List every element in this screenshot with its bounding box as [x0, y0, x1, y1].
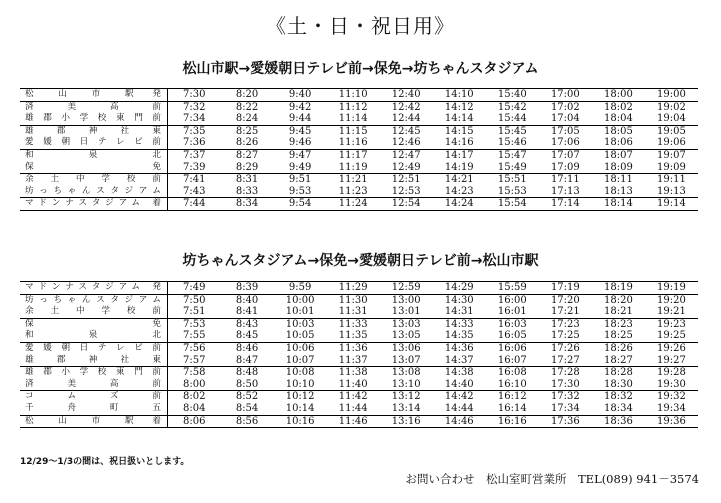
stop-name: 余 土 中 学 校 前: [20, 174, 168, 186]
departure-time: 7:49: [183, 282, 206, 293]
departure-time: 11:29: [338, 282, 368, 293]
departure-time: 12:47: [380, 149, 433, 161]
departure-time: 19:27: [657, 354, 686, 366]
departure-time: 15:54: [486, 198, 539, 211]
page-title: 《土・日・祝日用》: [266, 14, 455, 38]
departure-time: 14:30: [433, 294, 486, 306]
timetable-row: [20, 186, 698, 198]
departure-time: 7:58: [168, 367, 221, 379]
departure-time: 9:53: [288, 185, 312, 197]
timetable-row: [20, 391, 698, 403]
departure-time: 18:36: [592, 415, 645, 428]
departure-time: 19:36: [645, 415, 698, 428]
departure-time: 17:26: [539, 342, 592, 354]
timetable-row: [20, 355, 698, 367]
departure-time: 8:41: [235, 306, 259, 318]
departure-time: 18:11: [592, 174, 645, 186]
departure-time: 12:40: [391, 89, 421, 100]
departure-time: 12:44: [391, 113, 421, 125]
departure-time: 9:42: [274, 101, 327, 113]
departure-time: 11:33: [327, 318, 380, 330]
stop-name: マドンナスタジアム 発: [20, 282, 168, 295]
departure-time: 13:06: [380, 342, 433, 354]
departure-time: 10:01: [285, 306, 315, 318]
departure-time: 19:11: [645, 174, 698, 186]
departure-time: 8:06: [168, 415, 221, 428]
departure-time: 10:05: [285, 330, 315, 342]
departure-time: 7:35: [168, 125, 221, 137]
departure-time: 16:07: [497, 354, 527, 366]
departure-time: 8:43: [221, 318, 274, 330]
departure-time: 17:14: [539, 198, 592, 211]
departure-time: 14:29: [444, 282, 474, 293]
departure-time: 17:32: [539, 391, 592, 403]
departure-time: 12:49: [391, 161, 421, 173]
timetable-row: [20, 415, 698, 428]
departure-time: 14:42: [433, 391, 486, 403]
departure-time: 18:09: [603, 161, 633, 173]
departure-time: 15:42: [486, 101, 539, 113]
timetable-row: [20, 149, 698, 161]
stop-name: 愛媛朝日テレビ前: [20, 342, 168, 354]
departure-time: 11:35: [338, 330, 368, 342]
departure-time: 18:34: [603, 402, 633, 414]
departure-time: 7:53: [168, 318, 221, 330]
departure-time: 16:12: [486, 391, 539, 403]
departure-time: 9:46: [288, 137, 312, 149]
stop-name: 千 舟 町 五: [20, 403, 168, 415]
departure-time: 19:34: [657, 402, 686, 414]
departure-time: 18:30: [603, 378, 633, 390]
departure-time: 18:14: [592, 198, 645, 211]
departure-time: 9:45: [274, 125, 327, 137]
departure-time: 15:53: [497, 185, 527, 197]
departure-time: 18:27: [603, 354, 633, 366]
stop-name: 済 美 高 前: [20, 101, 168, 113]
stop-name: マドンナスタジアム 着: [20, 198, 168, 211]
outbound-timetable: [20, 88, 698, 211]
departure-time: 17:00: [550, 89, 580, 100]
departure-time: 8:22: [221, 101, 274, 113]
departure-time: 8:27: [221, 149, 274, 161]
departure-time: 9:49: [288, 161, 312, 173]
departure-time: 10:06: [274, 342, 327, 354]
departure-time: 17:36: [539, 415, 592, 428]
stop-name: 保 免: [20, 162, 168, 174]
departure-time: 17:25: [550, 330, 580, 342]
departure-time: 13:05: [391, 330, 421, 342]
timetable-row: [20, 342, 698, 354]
departure-time: 10:12: [274, 391, 327, 403]
timetable-row: [20, 162, 698, 174]
departure-time: 19:20: [645, 294, 698, 306]
departure-time: 11:14: [338, 113, 368, 125]
departure-time: 18:02: [592, 101, 645, 113]
departure-time: 8:31: [221, 174, 274, 186]
departure-time: 11:42: [327, 391, 380, 403]
departure-time: 17:19: [550, 282, 580, 293]
departure-time: 13:01: [391, 306, 421, 318]
departure-time: 15:44: [497, 113, 527, 125]
departure-time: 7:32: [168, 101, 221, 113]
departure-time: 15:45: [486, 125, 539, 137]
departure-time: 9:59: [288, 282, 312, 293]
departure-time: 8:33: [235, 185, 259, 197]
departure-time: 19:30: [657, 378, 686, 390]
departure-time: 8:29: [235, 161, 259, 173]
timetable-row: [20, 403, 698, 415]
departure-time: 11:17: [327, 149, 380, 161]
departure-time: 7:30: [183, 89, 206, 100]
departure-time: 16:01: [497, 306, 527, 318]
departure-time: 16:00: [486, 294, 539, 306]
timetable-row: [20, 282, 698, 295]
timetable-row: [20, 198, 698, 211]
departure-time: 12:59: [391, 282, 421, 293]
departure-time: 19:14: [645, 198, 698, 211]
departure-time: 14:40: [444, 378, 474, 390]
stop-name: 坊っちゃんスタジアム: [20, 186, 168, 198]
departure-time: 12:45: [380, 125, 433, 137]
departure-time: 14:12: [433, 101, 486, 113]
stop-name: コ ム ズ 前: [20, 391, 168, 403]
departure-time: 13:12: [380, 391, 433, 403]
departure-time: 7:39: [183, 161, 206, 173]
stop-name: 済 美 高 前: [20, 379, 168, 391]
departure-time: 11:12: [327, 101, 380, 113]
departure-time: 12:51: [380, 174, 433, 186]
departure-time: 7:34: [183, 113, 206, 125]
stop-name: 和 泉 北: [20, 149, 168, 161]
stop-name: 松 山 市 駅 着: [20, 415, 168, 428]
departure-time: 7:50: [168, 294, 221, 306]
timetable-row: [20, 113, 698, 125]
timetable-row: [20, 101, 698, 113]
departure-time: 8:04: [183, 402, 206, 414]
departure-time: 14:17: [433, 149, 486, 161]
departure-time: 8:39: [235, 282, 259, 293]
departure-time: 17:04: [550, 113, 580, 125]
departure-time: 17:28: [539, 367, 592, 379]
departure-time: 8:24: [235, 113, 259, 125]
timetable-row: [20, 125, 698, 137]
departure-time: 17:21: [550, 306, 580, 318]
departure-time: 18:00: [603, 89, 633, 100]
departure-time: 8:48: [221, 367, 274, 379]
departure-time: 17:20: [539, 294, 592, 306]
stop-name: 雄 郡 神 社 東: [20, 355, 168, 367]
departure-time: 18:28: [592, 367, 645, 379]
departure-time: 16:14: [497, 402, 527, 414]
stop-name: 余 土 中 学 校 前: [20, 306, 168, 318]
outbound-route-title: 松山市駅→愛媛朝日テレビ前→保免→坊ちゃんスタジアム: [182, 61, 539, 77]
departure-time: 7:55: [183, 330, 206, 342]
departure-time: 11:46: [327, 415, 380, 428]
departure-time: 8:54: [235, 402, 259, 414]
departure-time: 9:44: [288, 113, 312, 125]
inbound-route-title: 坊ちゃんスタジアム→保免→愛媛朝日テレビ前→松山市駅: [182, 253, 539, 269]
departure-time: 16:03: [486, 318, 539, 330]
departure-time: 17:23: [539, 318, 592, 330]
departure-time: 18:07: [592, 149, 645, 161]
departure-time: 14:38: [433, 367, 486, 379]
departure-time: 12:54: [380, 198, 433, 211]
departure-time: 14:36: [433, 342, 486, 354]
stop-name: 和 泉 北: [20, 330, 168, 342]
departure-time: 11:44: [338, 402, 368, 414]
timetable-row: [20, 174, 698, 186]
departure-time: 14:46: [433, 415, 486, 428]
departure-time: 17:30: [550, 378, 580, 390]
departure-time: 18:19: [603, 282, 633, 293]
departure-time: 19:23: [645, 318, 698, 330]
departure-time: 18:13: [603, 185, 633, 197]
stop-name: 雄郡小学校東門前: [20, 113, 168, 125]
timetable-row: [20, 89, 698, 102]
departure-time: 9:47: [274, 149, 327, 161]
departure-time: 14:44: [444, 402, 474, 414]
departure-time: 19:32: [645, 391, 698, 403]
departure-time: 19:26: [645, 342, 698, 354]
departure-time: 17:06: [550, 137, 580, 149]
departure-time: 13:10: [391, 378, 421, 390]
departure-time: 17:11: [539, 174, 592, 186]
departure-time: 15:49: [497, 161, 527, 173]
departure-time: 15:59: [497, 282, 527, 293]
timetable-row: [20, 294, 698, 306]
stop-name: 愛媛朝日テレビ前: [20, 137, 168, 149]
departure-time: 11:30: [327, 294, 380, 306]
departure-time: 7:44: [168, 198, 221, 211]
departure-time: 14:19: [444, 161, 474, 173]
departure-time: 13:00: [380, 294, 433, 306]
departure-time: 8:50: [235, 378, 259, 390]
departure-time: 14:14: [444, 113, 474, 125]
departure-time: 11:38: [327, 367, 380, 379]
departure-time: 7:43: [183, 185, 206, 197]
departure-time: 19:04: [657, 113, 686, 125]
departure-time: 7:51: [183, 306, 206, 318]
departure-time: 10:08: [274, 367, 327, 379]
departure-time: 11:15: [327, 125, 380, 137]
departure-time: 11:31: [338, 306, 368, 318]
departure-time: 18:26: [592, 342, 645, 354]
departure-time: 13:14: [391, 402, 421, 414]
departure-time: 16:16: [486, 415, 539, 428]
timetable-row: [20, 137, 698, 149]
departure-time: 12:42: [380, 101, 433, 113]
departure-time: 7:37: [168, 149, 221, 161]
departure-time: 13:03: [380, 318, 433, 330]
departure-time: 18:25: [603, 330, 633, 342]
departure-time: 8:00: [183, 378, 206, 390]
timetable-row: [20, 330, 698, 342]
departure-time: 11:19: [338, 161, 368, 173]
departure-time: 18:20: [592, 294, 645, 306]
stop-name: 雄 郡 神 社 東: [20, 125, 168, 137]
departure-time: 10:03: [274, 318, 327, 330]
departure-time: 15:46: [497, 137, 527, 149]
departure-time: 12:46: [391, 137, 421, 149]
departure-time: 7:56: [168, 342, 221, 354]
departure-time: 19:28: [645, 367, 698, 379]
departure-time: 15:47: [486, 149, 539, 161]
departure-time: 19:21: [657, 306, 686, 318]
departure-time: 13:07: [391, 354, 421, 366]
stop-name: 松 山 市 駅 発: [20, 89, 168, 102]
departure-time: 11:24: [327, 198, 380, 211]
departure-time: 9:54: [274, 198, 327, 211]
departure-time: 14:35: [444, 330, 474, 342]
departure-time: 7:57: [183, 354, 206, 366]
departure-time: 17:34: [550, 402, 580, 414]
departure-time: 8:34: [221, 198, 274, 211]
departure-time: 10:14: [285, 402, 315, 414]
stop-name: 坊っちゃんスタジアム: [20, 294, 168, 306]
departure-time: 10:00: [274, 294, 327, 306]
departure-time: 19:06: [657, 137, 686, 149]
departure-time: 18:05: [592, 125, 645, 137]
departure-time: 17:13: [550, 185, 580, 197]
departure-time: 14:23: [444, 185, 474, 197]
timetable-row: [20, 367, 698, 379]
departure-time: 14:16: [444, 137, 474, 149]
departure-time: 18:06: [603, 137, 633, 149]
departure-time: 17:27: [550, 354, 580, 366]
departure-time: 11:21: [327, 174, 380, 186]
holiday-note: 12/29～1/3の間は、祝日扱いとします。: [20, 457, 190, 467]
departure-time: 19:19: [657, 282, 686, 293]
departure-time: 16:10: [497, 378, 527, 390]
departure-time: 17:07: [539, 149, 592, 161]
departure-time: 14:37: [444, 354, 474, 366]
departure-time: 18:32: [592, 391, 645, 403]
departure-time: 10:10: [285, 378, 315, 390]
departure-time: 19:05: [645, 125, 698, 137]
departure-time: 9:40: [288, 89, 312, 100]
stop-name: 雄郡小学校東門前: [20, 367, 168, 379]
departure-time: 15:51: [486, 174, 539, 186]
departure-time: 17:02: [539, 101, 592, 113]
departure-time: 11:16: [338, 137, 368, 149]
departure-time: 17:09: [550, 161, 580, 173]
departure-time: 18:21: [603, 306, 633, 318]
departure-time: 16:06: [486, 342, 539, 354]
departure-time: 19:09: [657, 161, 686, 173]
departure-time: 13:08: [380, 367, 433, 379]
departure-time: 11:40: [338, 378, 368, 390]
timetable-row: [20, 318, 698, 330]
departure-time: 8:45: [235, 330, 259, 342]
departure-time: 8:26: [235, 137, 259, 149]
timetable-row: [20, 379, 698, 391]
departure-time: 8:47: [235, 354, 259, 366]
departure-time: 16:05: [497, 330, 527, 342]
departure-time: 19:00: [657, 89, 686, 100]
departure-time: 14:10: [444, 89, 474, 100]
departure-time: 8:20: [235, 89, 259, 100]
departure-time: 10:16: [274, 415, 327, 428]
departure-time: 13:16: [380, 415, 433, 428]
departure-time: 19:07: [645, 149, 698, 161]
departure-time: 19:25: [657, 330, 686, 342]
departure-time: 14:24: [433, 198, 486, 211]
departure-time: 18:04: [603, 113, 633, 125]
departure-time: 12:53: [391, 185, 421, 197]
departure-time: 7:36: [183, 137, 206, 149]
departure-time: 8:25: [221, 125, 274, 137]
departure-time: 14:15: [433, 125, 486, 137]
departure-time: 19:13: [657, 185, 686, 197]
timetable-row: [20, 306, 698, 318]
departure-time: 17:05: [539, 125, 592, 137]
inbound-timetable: [20, 281, 698, 428]
departure-time: 8:52: [221, 391, 274, 403]
departure-time: 11:23: [338, 185, 368, 197]
departure-time: 14:21: [433, 174, 486, 186]
departure-time: 14:33: [433, 318, 486, 330]
departure-time: 8:56: [221, 415, 274, 428]
departure-time: 10:07: [285, 354, 315, 366]
departure-time: 19:02: [645, 101, 698, 113]
departure-time: 15:40: [497, 89, 527, 100]
departure-time: 16:08: [486, 367, 539, 379]
departure-time: 11:36: [327, 342, 380, 354]
departure-time: 8:02: [168, 391, 221, 403]
departure-time: 18:23: [592, 318, 645, 330]
stop-name: 保 免: [20, 318, 168, 330]
departure-time: 8:46: [221, 342, 274, 354]
departure-time: 9:51: [274, 174, 327, 186]
departure-time: 11:10: [338, 89, 368, 100]
departure-time: 7:41: [168, 174, 221, 186]
departure-time: 8:40: [221, 294, 274, 306]
contact-info: お問い合わせ 松山室町営業所 TEL(089) 941－3574: [405, 472, 699, 486]
departure-time: 14:31: [444, 306, 474, 318]
departure-time: 11:37: [338, 354, 368, 366]
